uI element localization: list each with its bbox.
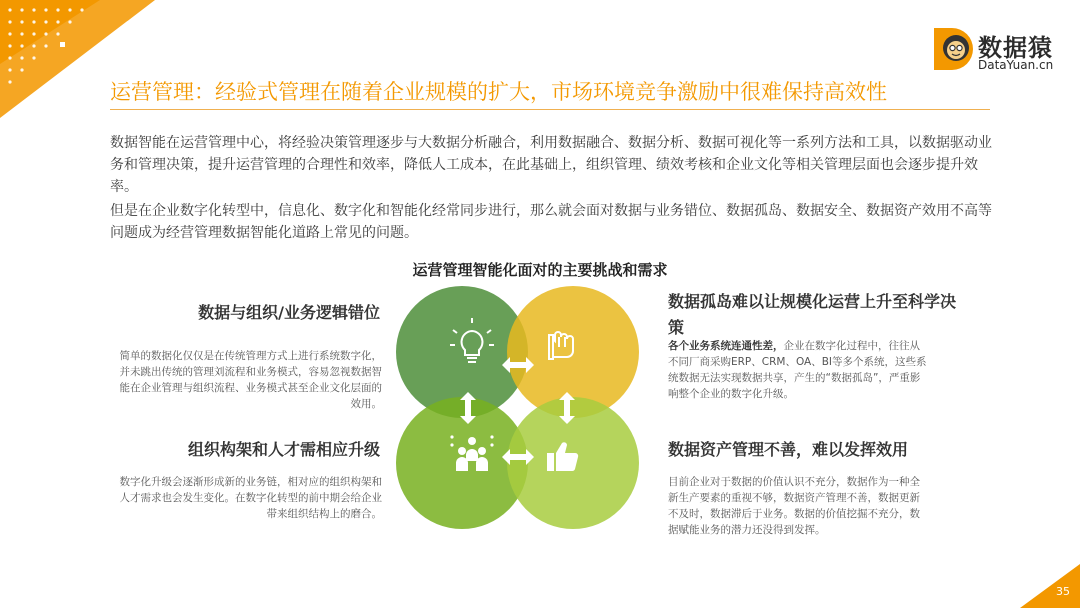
intro-paragraph-1: 数据智能在运营管理中心，将经验决策管理逐步与大数据分析融合，利用数据融合、数据分析、数据可视化等一系列方法和工具，以数据驱动业务和管理决策，提升运营管理的合理性和效率，降低人工成本，在此基础上，组织管理、绩效考核和企业文化等相关管理层面也会逐步提升效率。 <box>110 135 992 195</box>
challenge-text-top-left: 简单的数据化仅仅是在传统管理方式上进行系统数字化，并未跳出传统的管理刘流程和业务模式，容易忽视数据智能在企业管理与组织流程、业务模式甚至企业文化层面的效用。 <box>119 350 382 410</box>
challenge-heading-bottom-right: 数据资产管理不善，难以发挥效用 <box>668 440 909 459</box>
challenge-text-top-right-emphasis: 各个业务系统连通性差， <box>668 340 784 352</box>
challenge-text-top-right-body: 企业在数字化过程中，往往从不同厂商采购ERP、CRM、OA、BI等多个系统，这些系统数据无法实现数据共享，产生的“数据孤岛”，严重影响整个企业的数字化升级。 <box>668 340 927 400</box>
challenge-text-bottom-left: 数字化升级会逐渐形成新的业务链，相对应的组织构架和人才需求也会发生变化。在数字化转型的前中期会给企业带来组织结构上的磨合。 <box>119 476 382 520</box>
challenge-heading-top-right: 数据孤岛难以让规模化运营上升至科学决策 <box>668 292 957 337</box>
page-number: 35 <box>1056 585 1070 598</box>
intro-paragraph-2: 但是在企业数字化转型中，信息化、数字化和智能化经常同步进行，那么就会面对数据与业务错位、数据孤岛、数据安全、数据资产效用不高等问题成为经营管理数据智能化道路上常见的问题。 <box>110 203 992 241</box>
page-number-corner <box>1020 564 1080 608</box>
challenge-text-bottom-right: 目前企业对于数据的价值认识不充分，数据作为一种全新生产要素的重视不够，数据资产管理不善，数据更新不及时，数据滞后于业务。数据的价值挖掘不充分，数据赋能业务的潜力还没得到发挥。 <box>668 476 920 536</box>
challenge-heading-bottom-left: 组织构架和人才需相应升级 <box>187 440 380 459</box>
page-title: 运营管理：经验式管理在随着企业规模的扩大，市场环境竞争激励中很难保持高效性 <box>110 80 887 104</box>
venn-diagram <box>395 285 640 530</box>
challenge-heading-top-left: 数据与组织/业务逻辑错位 <box>198 303 380 322</box>
logo-name-cn: 数据猿 <box>978 34 1053 62</box>
challenge-text-top-right <box>668 338 930 402</box>
logo-name-en: DataYuan.cn <box>978 58 1054 72</box>
datayuan-logo <box>930 22 1070 78</box>
title-divider <box>110 109 990 110</box>
logo-mark-icon <box>930 24 978 74</box>
diagram-title: 运营管理智能化面对的主要挑战和需求 <box>412 261 668 279</box>
